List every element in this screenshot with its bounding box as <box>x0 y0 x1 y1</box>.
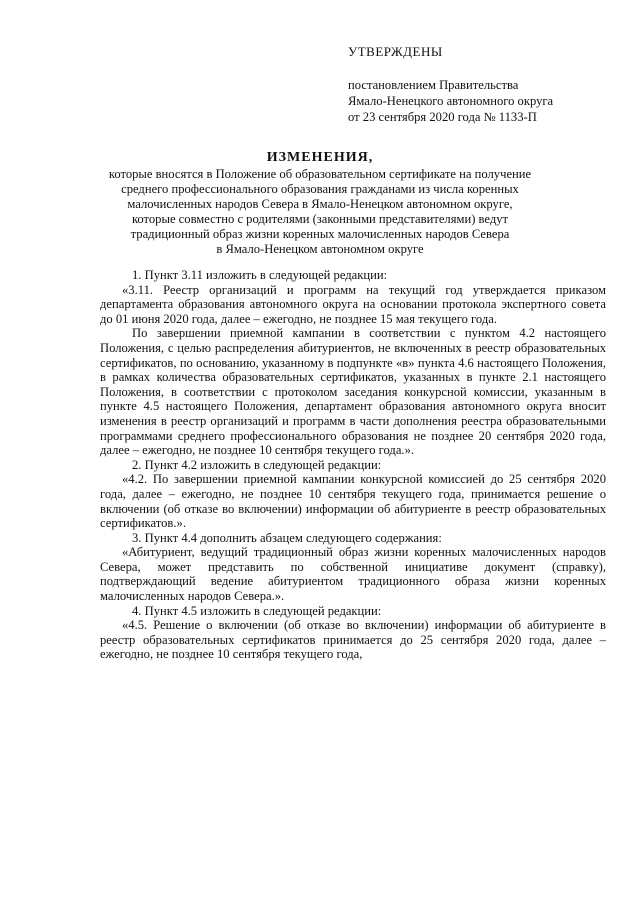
title-line-1: которые вносятся в Положение об образовательном сертификате на получение <box>108 167 532 181</box>
approval-block <box>348 44 628 125</box>
paragraph-4-5: «4.5. Решение о включении (об отказе во включении) информации об абитуриенте в реестр образовательных сертификатов принимается до 25 сентября 2020 года, далее – ежегодно, не позднее 10 сентября текущего года, <box>100 618 606 662</box>
approval-line-2: Ямало-Ненецкого автономного округа <box>348 94 554 108</box>
paragraph-3-11: «3.11. Реестр организаций и программ на текущий год утверждается приказом департамента образования автономного округа на основании протокола экспертного совета до 01 июня 2020 года, далее – ежегодно, не позднее 15 мая текущего года. <box>100 282 606 326</box>
paragraph-item-2: 2. Пункт 4.2 изложить в следующей редакции: <box>132 457 382 472</box>
paragraph-item-3: 3. Пункт 4.4 дополнить абзацем следующего содержания: <box>132 530 442 545</box>
document-title <box>60 150 580 257</box>
title-line-3: малочисленных народов Севера в Ямало-Ненецком автономном округе, <box>127 197 513 211</box>
document-body <box>100 268 606 662</box>
approval-line-1: постановлением Правительства <box>348 78 519 92</box>
title-main: ИЗМЕНЕНИЯ, <box>266 150 374 165</box>
paragraph-4-2: «4.2. По завершении приемной кампании конкурсной комиссией до 25 сентября 2020 года, далее – ежегодно, не позднее 10 сентября текущего года, принимается решение о включении (об отказе во включении) информации об абитуриенте в реестр образовательных сертификатов.». <box>100 472 606 531</box>
paragraph-4-4: «Абитуриент, ведущий традиционный образ жизни коренных малочисленных народов Севера, может представить по собственной инициативе документ (справку), подтверждающий ведение абитуриентом традиционного образа жизни коренных малочисленных народов Севера.». <box>100 545 606 604</box>
paragraph-3-11-cont: По завершении приемной кампании в соответствии с пунктом 4.2 настоящего Положения, с целью распределения абитуриентов, не включенных в реестр образовательных сертификатов, по основанию, указанному в подпункте «в» пункта 4.6 настоящего Положения, в рамках количества образовательных сертификатов, указанных в пункте 2.1 настоящего Положения, в соответствии с протоколом заседания конкурсной комиссии, указанным в пункте 4.5 настоящего Положения, департамент образования автономного округа вносит изменения в реестр организаций и программ в части дополнения реестра образовательными программами среднего профессионального образования не позднее 20 сентября 2020 года, далее – ежегодно, не позднее 10 сентября текущего года.». <box>100 326 606 458</box>
title-line-2: среднего профессионального образования гражданами из числа коренных <box>121 182 519 196</box>
paragraph-item-4: 4. Пункт 4.5 изложить в следующей редакции: <box>132 603 382 618</box>
approval-heading: УТВЕРЖДЕНЫ <box>348 44 443 59</box>
title-line-6: в Ямало-Ненецком автономном округе <box>216 242 424 256</box>
paragraph-item-1: 1. Пункт 3.11 изложить в следующей редакции: <box>132 268 388 282</box>
title-line-5: традиционный образ жизни коренных малочисленных народов Севера <box>130 227 510 241</box>
approval-line-3: от 23 сентября 2020 года № 1133-П <box>348 110 537 124</box>
title-line-4: которые совместно с родителями (законными представителями) ведут <box>131 212 509 226</box>
